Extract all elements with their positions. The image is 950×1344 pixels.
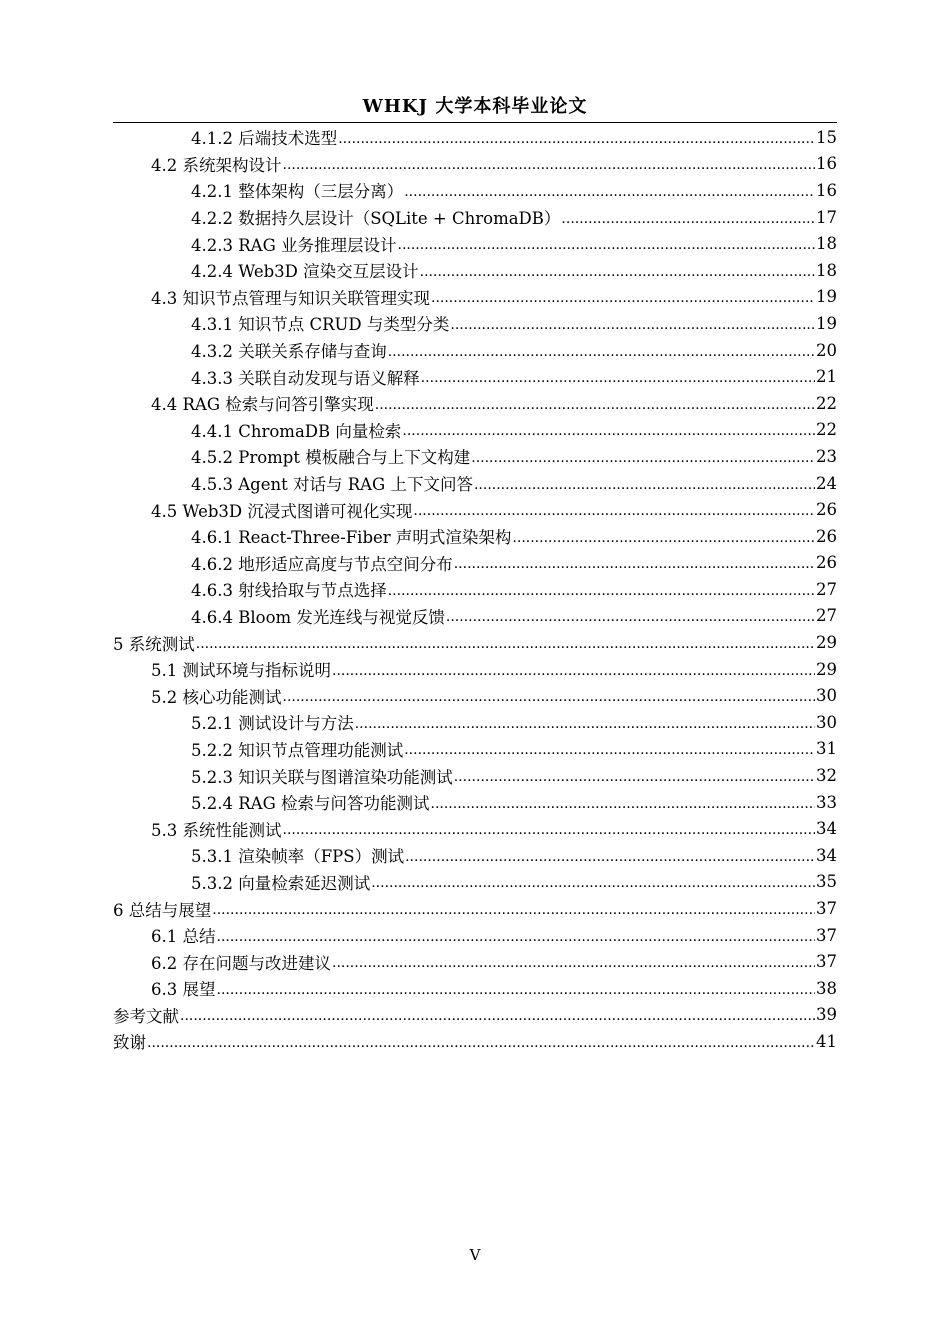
toc-dot-leader xyxy=(388,341,815,360)
toc-entry[interactable] xyxy=(113,922,837,949)
toc-dot-leader xyxy=(421,367,815,386)
toc-entry[interactable] xyxy=(113,310,837,337)
toc-entry-page: 33 xyxy=(816,792,837,812)
toc-entry-title: 4.6.1 React-Three-Fiber 声明式渲染架构 xyxy=(191,528,512,548)
toc-entry-title: 5.2.1 测试设计与方法 xyxy=(191,714,354,734)
toc-dot-leader xyxy=(217,979,816,998)
toc-entry-title: 5.2.4 RAG 检索与问答功能测试 xyxy=(191,794,430,814)
toc-entry-page: 39 xyxy=(816,1005,837,1025)
table-of-contents xyxy=(113,124,837,1055)
toc-entry-page: 37 xyxy=(816,925,837,945)
toc-entry-title: 4.6.2 地形适应高度与节点空间分布 xyxy=(191,554,453,574)
toc-entry[interactable] xyxy=(113,656,837,683)
toc-entry-page: 22 xyxy=(816,393,837,413)
toc-dot-leader xyxy=(420,261,815,280)
toc-entry-title: 4.6.3 射线拾取与节点选择 xyxy=(191,581,387,601)
toc-dot-leader xyxy=(431,793,816,812)
toc-entry[interactable] xyxy=(113,363,837,390)
toc-dot-leader xyxy=(147,1032,815,1051)
toc-entry-page: 23 xyxy=(816,446,837,466)
toc-entry-page: 32 xyxy=(816,766,837,786)
toc-entry[interactable] xyxy=(113,736,837,763)
toc-entry-title: 5.3.1 渲染帧率（FPS）测试 xyxy=(191,847,405,867)
toc-entry-title: 6.2 存在问题与改进建议 xyxy=(151,953,331,973)
toc-dot-leader xyxy=(474,474,815,493)
toc-entry[interactable] xyxy=(113,550,837,577)
toc-dot-leader xyxy=(212,899,815,918)
toc-entry-title: 5.3.2 向量检索延迟测试 xyxy=(191,873,371,893)
toc-dot-leader xyxy=(454,553,815,572)
toc-entry-page: 19 xyxy=(816,313,837,333)
toc-dot-leader xyxy=(398,234,816,253)
toc-dot-leader xyxy=(355,713,815,732)
toc-entry-page: 17 xyxy=(816,207,837,227)
toc-dot-leader xyxy=(196,633,815,652)
toc-dot-leader xyxy=(512,527,815,546)
toc-entry[interactable] xyxy=(113,204,837,231)
toc-entry-title: 4.3.3 关联自动发现与语义解释 xyxy=(191,368,420,388)
toc-entry-title: 4.4 RAG 检索与问答引擎实现 xyxy=(151,395,374,415)
toc-entry-page: 34 xyxy=(816,845,837,865)
toc-entry-page: 27 xyxy=(816,579,837,599)
toc-entry-title: 4.4.1 ChromaDB 向量检索 xyxy=(191,421,402,441)
toc-entry-title: 4.6.4 Bloom 发光连线与视觉反馈 xyxy=(191,607,445,627)
toc-entry-title: 4.3.2 关联关系存储与查询 xyxy=(191,342,387,362)
toc-dot-leader xyxy=(405,846,815,865)
toc-entry[interactable] xyxy=(113,762,837,789)
toc-dot-leader xyxy=(338,128,815,147)
toc-entry-page: 26 xyxy=(816,553,837,573)
toc-entry-title: 4.2 系统架构设计 xyxy=(151,155,282,175)
toc-entry-title: 4.3 知识节点管理与知识关联管理实现 xyxy=(151,288,430,308)
toc-entry-page: 35 xyxy=(816,872,837,892)
toc-entry[interactable] xyxy=(113,603,837,630)
toc-entry-title: 6.3 展望 xyxy=(151,980,216,1000)
toc-dot-leader xyxy=(402,420,815,439)
toc-entry-title: 6 总结与展望 xyxy=(113,900,212,920)
toc-dot-leader xyxy=(217,926,816,945)
toc-entry[interactable] xyxy=(113,417,837,444)
toc-entry[interactable] xyxy=(113,284,837,311)
toc-entry-page: 34 xyxy=(816,819,837,839)
toc-entry-page: 18 xyxy=(816,260,837,280)
toc-dot-leader xyxy=(413,500,815,519)
toc-entry-page: 29 xyxy=(816,659,837,679)
toc-entry-title: 4.5.3 Agent 对话与 RAG 上下文问答 xyxy=(191,475,473,495)
page-number: V xyxy=(469,1246,481,1264)
toc-entry[interactable] xyxy=(113,1028,837,1055)
toc-entry-page: 27 xyxy=(816,606,837,626)
toc-entry[interactable] xyxy=(113,975,837,1002)
toc-entry[interactable] xyxy=(113,337,837,364)
toc-entry[interactable] xyxy=(113,1002,837,1029)
toc-entry-page: 38 xyxy=(816,978,837,998)
toc-entry-title: 4.3.1 知识节点 CRUD 与类型分类 xyxy=(191,315,450,335)
toc-entry-page: 18 xyxy=(816,234,837,254)
toc-entry[interactable] xyxy=(113,629,837,656)
toc-dot-leader xyxy=(454,766,815,785)
toc-entry-title: 5.2.3 知识关联与图谱渲染功能测试 xyxy=(191,767,453,787)
toc-entry-title: 4.2.2 数据持久层设计（SQLite + ChromaDB） xyxy=(191,209,561,229)
toc-entry-title: 4.1.2 后端技术选型 xyxy=(191,129,338,149)
toc-dot-leader xyxy=(471,447,815,466)
toc-entry-page: 16 xyxy=(816,154,837,174)
toc-entry-title: 5.2.2 知识节点管理功能测试 xyxy=(191,740,404,760)
toc-entry[interactable] xyxy=(113,124,837,151)
toc-entry-page: 16 xyxy=(816,180,837,200)
toc-entry-page: 37 xyxy=(816,899,837,919)
toc-dot-leader xyxy=(180,1005,815,1024)
toc-entry-title: 5.2 核心功能测试 xyxy=(151,687,282,707)
toc-entry[interactable] xyxy=(113,789,837,816)
toc-entry-page: 37 xyxy=(816,952,837,972)
toc-entry-page: 24 xyxy=(816,473,837,493)
toc-entry-page: 41 xyxy=(816,1031,837,1051)
toc-dot-leader xyxy=(283,686,816,705)
toc-entry-page: 26 xyxy=(816,526,837,546)
header-title: WHKJ 大学本科毕业论文 xyxy=(362,96,588,117)
toc-entry[interactable] xyxy=(113,709,837,736)
toc-entry-page: 20 xyxy=(816,340,837,360)
toc-entry-title: 5 系统测试 xyxy=(113,634,195,654)
toc-entry[interactable] xyxy=(113,177,837,204)
toc-entry[interactable] xyxy=(113,230,837,257)
toc-entry-page: 21 xyxy=(816,367,837,387)
toc-entry-title: 4.2.1 整体架构（三层分离） xyxy=(191,182,404,202)
toc-dot-leader xyxy=(371,872,815,891)
toc-entry[interactable] xyxy=(113,682,837,709)
toc-entry-page: 22 xyxy=(816,420,837,440)
toc-entry-title: 5.1 测试环境与指标说明 xyxy=(151,661,331,681)
toc-entry[interactable] xyxy=(113,842,837,869)
toc-entry-page: 30 xyxy=(816,712,837,732)
toc-entry-title: 参考文献 xyxy=(113,1006,179,1026)
toc-dot-leader xyxy=(404,181,815,200)
toc-dot-leader xyxy=(561,208,815,227)
toc-entry[interactable] xyxy=(113,869,837,896)
toc-entry[interactable] xyxy=(113,257,837,284)
toc-entry[interactable] xyxy=(113,815,837,842)
toc-dot-leader xyxy=(375,394,815,413)
toc-entry[interactable] xyxy=(113,443,837,470)
toc-entry[interactable] xyxy=(113,151,837,178)
toc-dot-leader xyxy=(446,606,815,625)
toc-entry-page: 26 xyxy=(816,500,837,520)
page-header xyxy=(113,94,837,123)
toc-entry-title: 5.3 系统性能测试 xyxy=(151,820,282,840)
toc-entry-title: 6.1 总结 xyxy=(151,927,216,947)
toc-entry[interactable] xyxy=(113,895,837,922)
toc-entry-title: 致谢 xyxy=(113,1033,146,1053)
toc-entry[interactable] xyxy=(113,390,837,417)
toc-entry-title: 4.5 Web3D 沉浸式图谱可视化实现 xyxy=(151,501,413,521)
toc-dot-leader xyxy=(404,739,815,758)
toc-dot-leader xyxy=(283,819,816,838)
toc-entry-page: 19 xyxy=(816,287,837,307)
toc-entry[interactable] xyxy=(113,523,837,550)
toc-entry-page: 30 xyxy=(816,686,837,706)
toc-dot-leader xyxy=(388,580,815,599)
toc-dot-leader xyxy=(431,287,815,306)
toc-entry-page: 15 xyxy=(816,127,837,147)
toc-entry-title: 4.5.2 Prompt 模板融合与上下文构建 xyxy=(191,448,471,468)
toc-dot-leader xyxy=(283,154,816,173)
toc-entry[interactable] xyxy=(113,576,837,603)
toc-entry-page: 31 xyxy=(816,739,837,759)
toc-entry-page: 29 xyxy=(816,633,837,653)
toc-dot-leader xyxy=(332,660,815,679)
toc-entry[interactable] xyxy=(113,496,837,523)
toc-dot-leader xyxy=(332,952,815,971)
toc-entry-title: 4.2.3 RAG 业务推理层设计 xyxy=(191,235,397,255)
toc-entry-title: 4.2.4 Web3D 渲染交互层设计 xyxy=(191,262,419,282)
toc-dot-leader xyxy=(450,314,815,333)
toc-entry[interactable] xyxy=(113,948,837,975)
toc-entry[interactable] xyxy=(113,470,837,497)
